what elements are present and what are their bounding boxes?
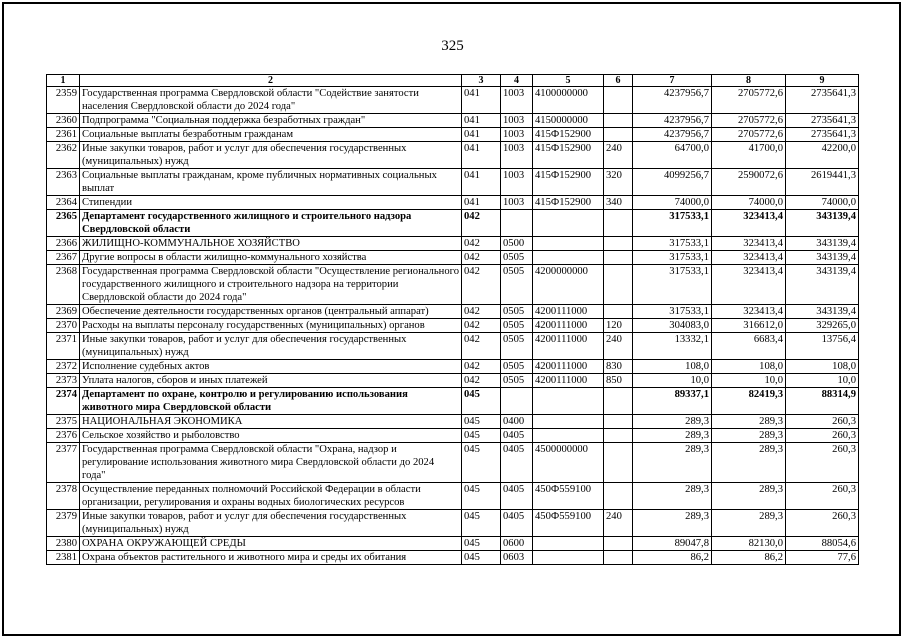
amount-year-1: 289,3 <box>633 429 712 443</box>
section-code: 1003 <box>501 128 533 142</box>
row-number: 2377 <box>47 443 80 483</box>
table-body <box>47 87 859 565</box>
amount-year-3: 77,6 <box>786 551 859 565</box>
amount-year-3: 343139,4 <box>786 210 859 237</box>
section-code: 0400 <box>501 415 533 429</box>
amount-year-1: 64700,0 <box>633 142 712 169</box>
target-article-code: 4200111000 <box>533 360 604 374</box>
header-cell: 8 <box>712 75 786 87</box>
expense-type-code <box>604 210 633 237</box>
amount-year-3: 260,3 <box>786 415 859 429</box>
section-code: 1003 <box>501 142 533 169</box>
department-code: 045 <box>462 483 501 510</box>
amount-year-1: 4237956,7 <box>633 87 712 114</box>
expense-type-code <box>604 551 633 565</box>
amount-year-3: 260,3 <box>786 429 859 443</box>
header-cell: 1 <box>47 75 80 87</box>
amount-year-3: 260,3 <box>786 510 859 537</box>
row-number: 2364 <box>47 196 80 210</box>
target-article-code: 4200111000 <box>533 374 604 388</box>
amount-year-2: 41700,0 <box>712 142 786 169</box>
department-code: 045 <box>462 443 501 483</box>
amount-year-2: 82419,3 <box>712 388 786 415</box>
item-name: Сельское хозяйство и рыболовство <box>80 429 462 443</box>
item-name: Иные закупки товаров, работ и услуг для обеспечения государственных (муниципальных) нужд <box>80 333 462 360</box>
amount-year-2: 2705772,6 <box>712 128 786 142</box>
header-cell: 4 <box>501 75 533 87</box>
amount-year-1: 74000,0 <box>633 196 712 210</box>
section-code: 0505 <box>501 319 533 333</box>
expense-type-code <box>604 114 633 128</box>
amount-year-3: 343139,4 <box>786 251 859 265</box>
section-code: 0603 <box>501 551 533 565</box>
amount-year-3: 2735641,3 <box>786 114 859 128</box>
expense-type-code: 240 <box>604 142 633 169</box>
section-code: 1003 <box>501 196 533 210</box>
target-article-code: 4150000000 <box>533 114 604 128</box>
amount-year-3: 88314,9 <box>786 388 859 415</box>
amount-year-1: 13332,1 <box>633 333 712 360</box>
expense-type-code <box>604 429 633 443</box>
target-article-code: 4200111000 <box>533 305 604 319</box>
header-cell: 9 <box>786 75 859 87</box>
department-code: 042 <box>462 210 501 237</box>
item-name: Государственная программа Свердловской области "Охрана, надзор и регулирование использования животного мира Свердловской области до 2024 года" <box>80 443 462 483</box>
table-row <box>47 87 859 114</box>
amount-year-1: 4099256,7 <box>633 169 712 196</box>
amount-year-2: 86,2 <box>712 551 786 565</box>
section-code <box>501 388 533 415</box>
target-article-code <box>533 537 604 551</box>
row-number: 2366 <box>47 237 80 251</box>
item-name: Исполнение судебных актов <box>80 360 462 374</box>
target-article-code <box>533 388 604 415</box>
target-article-code <box>533 551 604 565</box>
expense-type-code <box>604 87 633 114</box>
row-number: 2371 <box>47 333 80 360</box>
section-code: 0405 <box>501 483 533 510</box>
section-code: 0405 <box>501 429 533 443</box>
table-row <box>47 128 859 142</box>
expense-type-code <box>604 483 633 510</box>
item-name: Департамент государственного жилищного и строительного надзора Свердловской области <box>80 210 462 237</box>
target-article-code: 4200111000 <box>533 333 604 360</box>
amount-year-1: 4237956,7 <box>633 114 712 128</box>
section-code: 0500 <box>501 237 533 251</box>
row-number: 2378 <box>47 483 80 510</box>
amount-year-3: 343139,4 <box>786 305 859 319</box>
amount-year-3: 74000,0 <box>786 196 859 210</box>
table-row <box>47 443 859 483</box>
table-row <box>47 196 859 210</box>
section-code: 0405 <box>501 443 533 483</box>
item-name: Стипендии <box>80 196 462 210</box>
amount-year-1: 289,3 <box>633 483 712 510</box>
row-number: 2369 <box>47 305 80 319</box>
row-number: 2362 <box>47 142 80 169</box>
amount-year-2: 289,3 <box>712 443 786 483</box>
table-row <box>47 237 859 251</box>
amount-year-3: 343139,4 <box>786 237 859 251</box>
amount-year-1: 289,3 <box>633 415 712 429</box>
expense-type-code: 240 <box>604 333 633 360</box>
amount-year-2: 10,0 <box>712 374 786 388</box>
table-row <box>47 251 859 265</box>
header-cell: 5 <box>533 75 604 87</box>
item-name: Охрана объектов растительного и животного мира и среды их обитания <box>80 551 462 565</box>
amount-year-1: 86,2 <box>633 551 712 565</box>
item-name: Осуществление переданных полномочий Российской Федерации в области организации, регулирования и охраны водных биологических ресурсов <box>80 483 462 510</box>
table-row <box>47 210 859 237</box>
amount-year-2: 2705772,6 <box>712 87 786 114</box>
amount-year-2: 74000,0 <box>712 196 786 210</box>
item-name: Уплата налогов, сборов и иных платежей <box>80 374 462 388</box>
amount-year-1: 10,0 <box>633 374 712 388</box>
row-number: 2373 <box>47 374 80 388</box>
item-name: Подпрограмма "Социальная поддержка безработных граждан" <box>80 114 462 128</box>
target-article-code: 415Ф152900 <box>533 142 604 169</box>
table-row <box>47 305 859 319</box>
section-code: 0405 <box>501 510 533 537</box>
item-name: Обеспечение деятельности государственных органов (центральный аппарат) <box>80 305 462 319</box>
amount-year-1: 317533,1 <box>633 251 712 265</box>
amount-year-3: 10,0 <box>786 374 859 388</box>
amount-year-3: 2735641,3 <box>786 87 859 114</box>
amount-year-1: 317533,1 <box>633 237 712 251</box>
amount-year-1: 289,3 <box>633 510 712 537</box>
row-number: 2376 <box>47 429 80 443</box>
department-code: 045 <box>462 388 501 415</box>
row-number: 2372 <box>47 360 80 374</box>
table-row <box>47 333 859 360</box>
amount-year-1: 289,3 <box>633 443 712 483</box>
page-number: 325 <box>441 38 464 54</box>
row-number: 2380 <box>47 537 80 551</box>
table-row <box>47 429 859 443</box>
amount-year-3: 343139,4 <box>786 265 859 305</box>
target-article-code: 4100000000 <box>533 87 604 114</box>
section-code: 0600 <box>501 537 533 551</box>
amount-year-2: 6683,4 <box>712 333 786 360</box>
section-code: 0505 <box>501 374 533 388</box>
amount-year-3: 13756,4 <box>786 333 859 360</box>
department-code: 042 <box>462 360 501 374</box>
expense-type-code <box>604 415 633 429</box>
row-number: 2367 <box>47 251 80 265</box>
amount-year-1: 317533,1 <box>633 210 712 237</box>
department-code: 041 <box>462 142 501 169</box>
expense-type-code: 320 <box>604 169 633 196</box>
expense-type-code: 850 <box>604 374 633 388</box>
section-code: 1003 <box>501 114 533 128</box>
target-article-code <box>533 429 604 443</box>
row-number: 2368 <box>47 265 80 305</box>
amount-year-1: 317533,1 <box>633 265 712 305</box>
row-number: 2370 <box>47 319 80 333</box>
section-code: 0505 <box>501 305 533 319</box>
target-article-code: 4200111000 <box>533 319 604 333</box>
department-code: 042 <box>462 265 501 305</box>
target-article-code: 415Ф152900 <box>533 196 604 210</box>
amount-year-2: 316612,0 <box>712 319 786 333</box>
row-number: 2363 <box>47 169 80 196</box>
section-code <box>501 210 533 237</box>
section-code: 0505 <box>501 265 533 305</box>
expense-type-code <box>604 237 633 251</box>
amount-year-3: 42200,0 <box>786 142 859 169</box>
department-code: 045 <box>462 510 501 537</box>
department-code: 041 <box>462 114 501 128</box>
expense-type-code: 340 <box>604 196 633 210</box>
header-row <box>47 75 859 87</box>
row-number: 2361 <box>47 128 80 142</box>
amount-year-3: 2735641,3 <box>786 128 859 142</box>
amount-year-2: 289,3 <box>712 415 786 429</box>
amount-year-2: 323413,4 <box>712 251 786 265</box>
department-code: 042 <box>462 333 501 360</box>
amount-year-2: 2705772,6 <box>712 114 786 128</box>
target-article-code: 450Ф559100 <box>533 483 604 510</box>
amount-year-1: 304083,0 <box>633 319 712 333</box>
amount-year-3: 2619441,3 <box>786 169 859 196</box>
amount-year-3: 260,3 <box>786 483 859 510</box>
amount-year-1: 89337,1 <box>633 388 712 415</box>
item-name: Иные закупки товаров, работ и услуг для обеспечения государственных (муниципальных) нужд <box>80 142 462 169</box>
amount-year-2: 323413,4 <box>712 210 786 237</box>
budget-table <box>46 74 859 565</box>
expense-type-code <box>604 305 633 319</box>
table-row <box>47 265 859 305</box>
amount-year-1: 317533,1 <box>633 305 712 319</box>
amount-year-1: 89047,8 <box>633 537 712 551</box>
target-article-code: 450Ф559100 <box>533 510 604 537</box>
department-code: 042 <box>462 374 501 388</box>
amount-year-2: 289,3 <box>712 510 786 537</box>
department-code: 042 <box>462 237 501 251</box>
department-code: 045 <box>462 537 501 551</box>
table-row <box>47 510 859 537</box>
row-number: 2360 <box>47 114 80 128</box>
table-row <box>47 142 859 169</box>
amount-year-2: 323413,4 <box>712 305 786 319</box>
table-row <box>47 415 859 429</box>
department-code: 045 <box>462 415 501 429</box>
table-row <box>47 319 859 333</box>
header-cell: 7 <box>633 75 712 87</box>
item-name: Государственная программа Свердловской области "Содействие занятости населения Свердловской области до 2024 года" <box>80 87 462 114</box>
row-number: 2379 <box>47 510 80 537</box>
table-row <box>47 360 859 374</box>
department-code: 041 <box>462 128 501 142</box>
header-cell: 2 <box>80 75 462 87</box>
amount-year-2: 2590072,6 <box>712 169 786 196</box>
target-article-code <box>533 237 604 251</box>
department-code: 042 <box>462 305 501 319</box>
target-article-code: 4200000000 <box>533 265 604 305</box>
target-article-code: 4500000000 <box>533 443 604 483</box>
amount-year-3: 260,3 <box>786 443 859 483</box>
expense-type-code <box>604 251 633 265</box>
amount-year-2: 82130,0 <box>712 537 786 551</box>
table-row <box>47 388 859 415</box>
department-code: 045 <box>462 429 501 443</box>
section-code: 0505 <box>501 251 533 265</box>
target-article-code <box>533 210 604 237</box>
department-code: 045 <box>462 551 501 565</box>
expense-type-code: 830 <box>604 360 633 374</box>
section-code: 1003 <box>501 169 533 196</box>
department-code: 042 <box>462 251 501 265</box>
row-number: 2374 <box>47 388 80 415</box>
expense-type-code: 240 <box>604 510 633 537</box>
amount-year-2: 108,0 <box>712 360 786 374</box>
table-row <box>47 551 859 565</box>
header-cell: 6 <box>604 75 633 87</box>
expense-type-code <box>604 388 633 415</box>
item-name: Государственная программа Свердловской области "Осуществление регионального государственного жилищного и строительного надзора на территории Свердловской области до 2024 года" <box>80 265 462 305</box>
amount-year-1: 4237956,7 <box>633 128 712 142</box>
row-number: 2381 <box>47 551 80 565</box>
department-code: 041 <box>462 169 501 196</box>
table-row <box>47 537 859 551</box>
table-row <box>47 114 859 128</box>
amount-year-3: 108,0 <box>786 360 859 374</box>
item-name: Департамент по охране, контролю и регулированию использования животного мира Свердловской области <box>80 388 462 415</box>
section-code: 0505 <box>501 360 533 374</box>
expense-type-code <box>604 128 633 142</box>
row-number: 2359 <box>47 87 80 114</box>
header-cell: 3 <box>462 75 501 87</box>
item-name: НАЦИОНАЛЬНАЯ ЭКОНОМИКА <box>80 415 462 429</box>
expense-type-code <box>604 537 633 551</box>
item-name: ЖИЛИЩНО-КОММУНАЛЬНОЕ ХОЗЯЙСТВО <box>80 237 462 251</box>
department-code: 041 <box>462 87 501 114</box>
row-number: 2365 <box>47 210 80 237</box>
item-name: Другие вопросы в области жилищно-коммунального хозяйства <box>80 251 462 265</box>
target-article-code: 415Ф152900 <box>533 128 604 142</box>
item-name: Социальные выплаты гражданам, кроме публичных нормативных социальных выплат <box>80 169 462 196</box>
item-name: ОХРАНА ОКРУЖАЮЩЕЙ СРЕДЫ <box>80 537 462 551</box>
department-code: 041 <box>462 196 501 210</box>
target-article-code <box>533 415 604 429</box>
amount-year-2: 289,3 <box>712 429 786 443</box>
expense-type-code <box>604 443 633 483</box>
amount-year-1: 108,0 <box>633 360 712 374</box>
section-code: 1003 <box>501 87 533 114</box>
target-article-code: 415Ф152900 <box>533 169 604 196</box>
item-name: Иные закупки товаров, работ и услуг для обеспечения государственных (муниципальных) нужд <box>80 510 462 537</box>
expense-type-code <box>604 265 633 305</box>
table-row <box>47 374 859 388</box>
amount-year-2: 323413,4 <box>712 237 786 251</box>
amount-year-3: 329265,0 <box>786 319 859 333</box>
item-name: Расходы на выплаты персоналу государственных (муниципальных) органов <box>80 319 462 333</box>
department-code: 042 <box>462 319 501 333</box>
section-code: 0505 <box>501 333 533 360</box>
row-number: 2375 <box>47 415 80 429</box>
amount-year-2: 323413,4 <box>712 265 786 305</box>
amount-year-3: 88054,6 <box>786 537 859 551</box>
table-row <box>47 483 859 510</box>
item-name: Социальные выплаты безработным гражданам <box>80 128 462 142</box>
amount-year-2: 289,3 <box>712 483 786 510</box>
expense-type-code: 120 <box>604 319 633 333</box>
target-article-code <box>533 251 604 265</box>
table-row <box>47 169 859 196</box>
